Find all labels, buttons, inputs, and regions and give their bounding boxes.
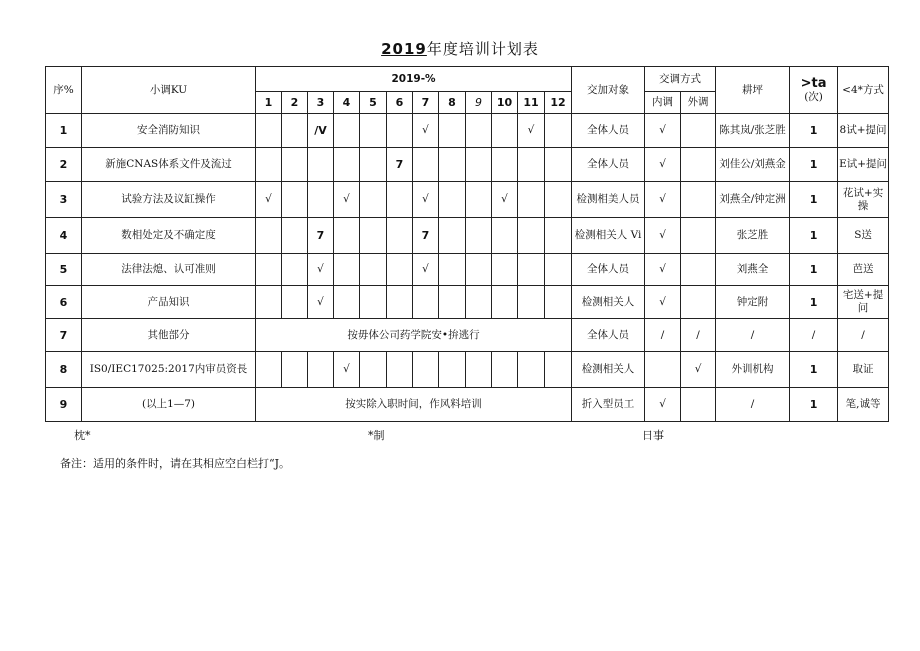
month-cell (334, 254, 360, 286)
month-cell (518, 218, 545, 254)
month-cell (439, 114, 466, 148)
course-name: 产品知识 (82, 286, 256, 319)
month-cell (360, 182, 387, 218)
mode-internal-cell: √ (645, 388, 681, 422)
month-cell (439, 254, 466, 286)
month-cell (334, 286, 360, 319)
month-cell (545, 254, 572, 286)
month-cell (360, 218, 387, 254)
mode-external-cell (681, 148, 716, 182)
row-number: 3 (46, 182, 82, 218)
course-name: IS0/IEC17025:2017内审员资長 (82, 352, 256, 388)
month-cell (282, 148, 308, 182)
row-number: 4 (46, 218, 82, 254)
trainer-name: 张芝胜 (716, 218, 790, 254)
row-number: 5 (46, 254, 82, 286)
table-row (46, 352, 889, 388)
month-cell (360, 114, 387, 148)
target-audience: 折入型员工 (572, 388, 645, 422)
assessment-method: 宅送+提问 (838, 286, 889, 319)
month-cell (518, 254, 545, 286)
month-cell (413, 148, 439, 182)
footer-left: 枕* (74, 429, 91, 442)
month-header: 8 (439, 92, 466, 114)
month-cell (334, 148, 360, 182)
month-cell (387, 218, 413, 254)
month-mark: √ (492, 182, 518, 218)
mode-external-cell: / (681, 319, 716, 352)
month-header: 3 (308, 92, 334, 114)
month-cell (545, 286, 572, 319)
month-cell (518, 182, 545, 218)
schedule-note: 按毋体公司药学院安•拚逃行 (256, 319, 572, 352)
month-mark: √ (256, 182, 282, 218)
target-audience: 检测相关人 (572, 352, 645, 388)
training-times: 1 (790, 182, 838, 218)
row-number: 2 (46, 148, 82, 182)
header-times: >ta (次) (790, 67, 838, 114)
month-cell (466, 286, 492, 319)
month-cell (439, 218, 466, 254)
mode-external-cell (681, 254, 716, 286)
month-mark: √ (518, 114, 545, 148)
assessment-method: 取证 (838, 352, 889, 388)
training-times: 1 (790, 388, 838, 422)
month-cell (518, 148, 545, 182)
header-mode-external: 外调 (681, 92, 716, 114)
mode-external-cell (681, 388, 716, 422)
month-header: 7 (413, 92, 439, 114)
footer-mid: *制 (368, 429, 385, 442)
course-name: 试验方法及议缸操作 (82, 182, 256, 218)
header-trainer: 耕坪 (716, 67, 790, 114)
table-row (46, 218, 889, 254)
month-cell (282, 182, 308, 218)
row-number: 8 (46, 352, 82, 388)
mode-external-cell (681, 182, 716, 218)
month-cell (256, 254, 282, 286)
month-header: 9 (466, 92, 492, 114)
course-name: 新施CNAS体系文件及流过 (82, 148, 256, 182)
header-target: 交加对象 (572, 67, 645, 114)
target-audience: 检测相美人员 (572, 182, 645, 218)
month-cell (492, 114, 518, 148)
mode-internal-cell: √ (645, 114, 681, 148)
document-title: 2019年度培训计划表 (381, 40, 539, 58)
target-audience: 检测相关人 (572, 286, 645, 319)
trainer-name: 钟定附 (716, 286, 790, 319)
month-mark: √ (308, 254, 334, 286)
assessment-method: S送 (838, 218, 889, 254)
month-cell (545, 182, 572, 218)
month-cell (492, 286, 518, 319)
training-times: 1 (790, 286, 838, 319)
table-row (46, 319, 889, 352)
month-cell (360, 352, 387, 388)
target-audience: 全体人员 (572, 254, 645, 286)
month-cell (545, 114, 572, 148)
month-cell (492, 254, 518, 286)
month-cell (282, 218, 308, 254)
remark-note: 备注：适用的条件时，请在其相应空白栏打“J。 (60, 457, 291, 470)
month-cell (387, 114, 413, 148)
mode-internal-cell: / (645, 319, 681, 352)
trainer-name: 外训机构 (716, 352, 790, 388)
month-cell (466, 182, 492, 218)
course-name: 安全消防知识 (82, 114, 256, 148)
month-cell (466, 352, 492, 388)
month-mark: 7 (308, 218, 334, 254)
month-header: 11 (518, 92, 545, 114)
header-mode: 交调方式 (645, 67, 716, 92)
month-mark: 7 (387, 148, 413, 182)
header-course: 小调KU (82, 67, 256, 114)
month-cell (466, 218, 492, 254)
table-row (46, 148, 889, 182)
month-mark: √ (334, 352, 360, 388)
month-cell (439, 286, 466, 319)
course-name: (以上1—7) (82, 388, 256, 422)
month-cell (387, 286, 413, 319)
month-header: 2 (282, 92, 308, 114)
month-cell (256, 218, 282, 254)
month-cell (518, 352, 545, 388)
mode-internal-cell: √ (645, 148, 681, 182)
month-header: 6 (387, 92, 413, 114)
training-times: 1 (790, 254, 838, 286)
month-cell (387, 352, 413, 388)
month-cell (360, 148, 387, 182)
table-row (46, 114, 889, 148)
header-months-title: 2019-% (256, 67, 572, 92)
target-audience: 全体人员 (572, 319, 645, 352)
schedule-note: 按实除入职时间，作风料培训 (256, 388, 572, 422)
month-mark: 7 (413, 218, 439, 254)
month-cell (334, 114, 360, 148)
assessment-method: 芭送 (838, 254, 889, 286)
course-name: 数相处定及不确定度 (82, 218, 256, 254)
month-header: 1 (256, 92, 282, 114)
trainer-name: 刘燕全/钟定洲 (716, 182, 790, 218)
month-mark: √ (308, 286, 334, 319)
month-cell (308, 352, 334, 388)
trainer-name: 陈其岚/张芝胜 (716, 114, 790, 148)
month-cell (282, 286, 308, 319)
month-cell (466, 254, 492, 286)
mode-external-cell (681, 218, 716, 254)
table-row (46, 182, 889, 218)
table-row (46, 388, 889, 422)
training-times: 1 (790, 352, 838, 388)
month-cell (413, 352, 439, 388)
month-mark: √ (334, 182, 360, 218)
table-row (46, 254, 889, 286)
row-number: 1 (46, 114, 82, 148)
month-cell (545, 148, 572, 182)
mode-external-cell (681, 114, 716, 148)
mode-internal-cell: √ (645, 182, 681, 218)
month-cell (492, 148, 518, 182)
training-times: 1 (790, 114, 838, 148)
month-cell (439, 182, 466, 218)
header-seq: 序% (46, 67, 82, 114)
month-header: 12 (545, 92, 572, 114)
training-times: / (790, 319, 838, 352)
trainer-name: 刘燕全 (716, 254, 790, 286)
month-cell (308, 182, 334, 218)
month-cell (492, 352, 518, 388)
mode-external-cell: √ (681, 352, 716, 388)
target-audience: 全体人员 (572, 114, 645, 148)
month-mark: √ (413, 114, 439, 148)
assessment-method: / (838, 319, 889, 352)
trainer-name: / (716, 388, 790, 422)
header-mode-internal: 内调 (645, 92, 681, 114)
month-mark: √ (413, 254, 439, 286)
row-number: 9 (46, 388, 82, 422)
month-cell (413, 286, 439, 319)
month-cell (256, 352, 282, 388)
course-name: 法律法熄、认可准则 (82, 254, 256, 286)
month-cell (360, 254, 387, 286)
month-mark: /V (308, 114, 334, 148)
row-number: 7 (46, 319, 82, 352)
month-cell (466, 114, 492, 148)
course-name: 其他部分 (82, 319, 256, 352)
month-cell (308, 148, 334, 182)
month-cell (439, 352, 466, 388)
target-audience: 检测相关人 Vi (572, 218, 645, 254)
assessment-method: E试+提问 (838, 148, 889, 182)
training-times: 1 (790, 148, 838, 182)
month-cell (492, 218, 518, 254)
table-row (46, 286, 889, 319)
month-cell (256, 148, 282, 182)
mode-internal-cell: √ (645, 286, 681, 319)
month-cell (360, 286, 387, 319)
month-cell (545, 218, 572, 254)
footer-right: 日事 (642, 429, 664, 442)
month-header: 10 (492, 92, 518, 114)
month-cell (282, 114, 308, 148)
month-cell (545, 352, 572, 388)
mode-internal-cell: √ (645, 218, 681, 254)
assessment-method: 花试+实操 (838, 182, 889, 218)
row-number: 6 (46, 286, 82, 319)
month-cell (387, 254, 413, 286)
target-audience: 全体人员 (572, 148, 645, 182)
month-cell (334, 218, 360, 254)
month-cell (256, 114, 282, 148)
mode-internal-cell (645, 352, 681, 388)
month-cell (518, 286, 545, 319)
training-times: 1 (790, 218, 838, 254)
month-cell (282, 254, 308, 286)
month-cell (387, 182, 413, 218)
month-cell (439, 148, 466, 182)
month-mark: √ (413, 182, 439, 218)
trainer-name: / (716, 319, 790, 352)
month-cell (256, 286, 282, 319)
month-header: 4 (334, 92, 360, 114)
assessment-method: 8试+提问 (838, 114, 889, 148)
month-header: 5 (360, 92, 387, 114)
header-assess: <4*方式 (838, 67, 889, 114)
month-cell (282, 352, 308, 388)
trainer-name: 刘佳公/刘燕金 (716, 148, 790, 182)
month-cell (466, 148, 492, 182)
training-plan-table (45, 66, 889, 422)
assessment-method: 笔,诚等 (838, 388, 889, 422)
mode-external-cell (681, 286, 716, 319)
mode-internal-cell: √ (645, 254, 681, 286)
